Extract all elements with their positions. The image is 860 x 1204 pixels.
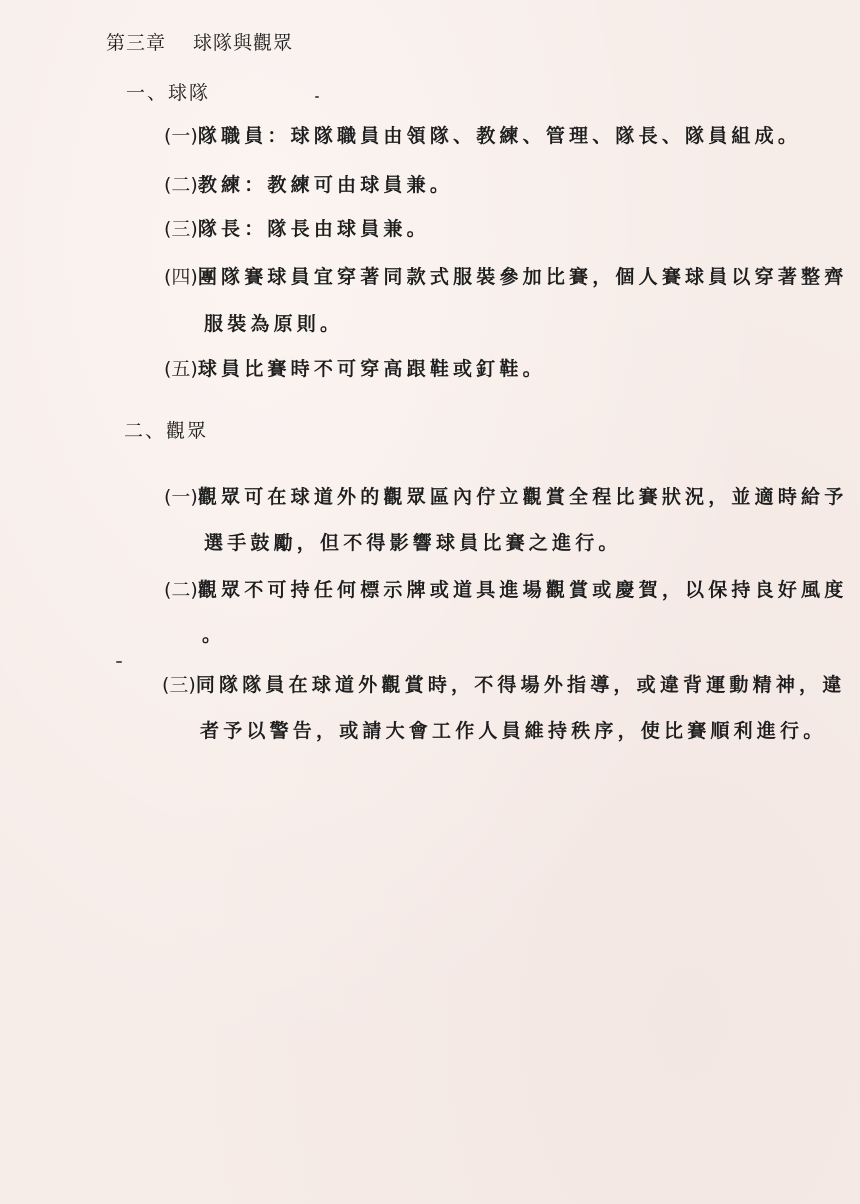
item-label: (三)	[162, 674, 196, 696]
teams-item-1	[164, 121, 801, 148]
item-label: (一)	[164, 125, 198, 147]
scan-speck	[116, 661, 122, 663]
section-heading-teams: 一、球隊	[126, 82, 211, 104]
item-text: 教練：教練可由球員兼。	[197, 174, 454, 196]
item-label: (二)	[164, 174, 198, 196]
item-text: 同隊隊員在球道外觀賞時，不得場外指導，或違背運動精神，違	[195, 674, 846, 696]
teams-item-4-continuation: 服裝為原則。	[204, 313, 344, 335]
teams-item-4	[164, 262, 847, 289]
item-label: (二)	[164, 579, 198, 601]
spectators-item-1-continuation: 選手鼓勵，但不得影響球員比賽之進行。	[204, 532, 622, 554]
item-label: (三)	[164, 218, 198, 240]
item-text: 隊長：隊長由球員兼。	[197, 218, 430, 240]
item-label: (四)	[164, 266, 198, 288]
item-text: 隊職員：球隊職員由領隊、教練、管理、隊長、隊員組成。	[197, 125, 802, 147]
teams-item-5	[164, 354, 546, 381]
spectators-item-3	[162, 670, 845, 697]
chapter-title: 第三章 球隊與觀眾	[106, 32, 294, 54]
item-text: 觀眾不可持任何標示牌或道具進場觀賞或慶賀，以保持良好風度	[197, 579, 848, 601]
item-text: 觀眾可在球道外的觀眾區內佇立觀賞全程比賽狀況，並適時給予	[197, 486, 848, 508]
spectators-item-2	[164, 575, 847, 602]
section-heading-spectators: 二、觀眾	[124, 420, 209, 442]
item-label: (一)	[164, 486, 198, 508]
spectators-item-3-continuation: 者予以警告，或請大會工作人員維持秩序，使比賽順利進行。	[200, 720, 827, 742]
teams-item-2	[164, 170, 453, 197]
item-text: 團隊賽球員宜穿著同款式服裝參加比賽，個人賽球員以穿著整齊	[197, 266, 848, 288]
spectators-item-1	[164, 482, 847, 509]
item-text: 球員比賽時不可穿高跟鞋或釘鞋。	[197, 358, 546, 380]
teams-item-3	[164, 214, 430, 241]
item-label: (五)	[164, 358, 198, 380]
scan-speck	[315, 96, 319, 98]
spectators-item-2-continuation: 。	[202, 624, 226, 646]
